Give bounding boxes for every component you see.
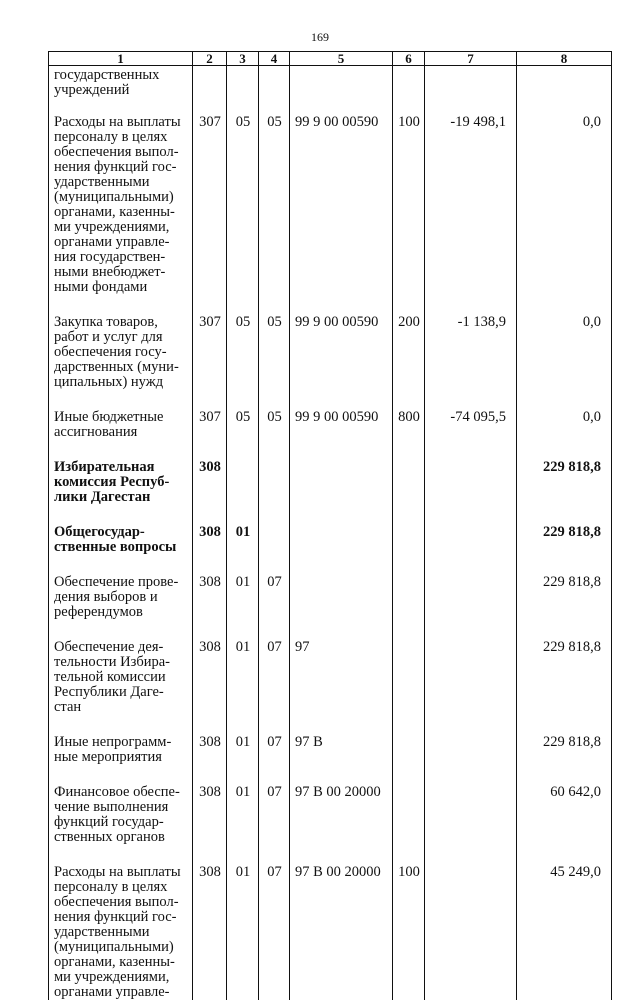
target-article-code (290, 575, 393, 640)
row-name: Расходы на выплаты персоналу в целях обеспечения выпол-нения функций гос-ударственными (муниципальными) органами, казенны-ми учреждениями, органами управле-ния государствен-ными внебюджет-ными фондами (49, 115, 193, 315)
amount-change: -74 095,5 (425, 410, 517, 460)
subsection-code (259, 525, 290, 575)
column-header-4: 4 (259, 52, 290, 66)
ministry-code: 308 (193, 525, 227, 575)
expense-type-code (393, 575, 425, 640)
ministry-code: 308 (193, 460, 227, 525)
row-name: Расходы на выплаты персоналу в целях обеспечения выпол-нения функций гос-ударственными (муниципальными) органами, казенны-ми учреждениями, органами управле- (49, 865, 193, 1000)
ministry-code: 307 (193, 410, 227, 460)
ministry-code: 307 (193, 115, 227, 315)
subsection-code: 05 (259, 315, 290, 410)
expense-type-code: 800 (393, 410, 425, 460)
section-code: 01 (227, 640, 259, 735)
amount-total: 0,0 (517, 115, 612, 315)
section-code: 01 (227, 785, 259, 865)
amount-change (425, 460, 517, 525)
table-row (49, 640, 612, 735)
amount-total: 229 818,8 (517, 460, 612, 525)
row-name: государственных учреждений (49, 66, 193, 116)
expense-type-code: 100 (393, 115, 425, 315)
table-row (49, 735, 612, 785)
amount-change (425, 66, 517, 116)
table-row (49, 315, 612, 410)
amount-total: 0,0 (517, 315, 612, 410)
row-name: Иные непрограмм-ные мероприятия (49, 735, 193, 785)
amount-change (425, 785, 517, 865)
amount-total: 229 818,8 (517, 640, 612, 735)
table-header-row (49, 52, 612, 66)
amount-total: 45 249,0 (517, 865, 612, 1000)
table-row (49, 785, 612, 865)
column-header-8: 8 (517, 52, 612, 66)
ministry-code (193, 66, 227, 116)
ministry-code: 308 (193, 735, 227, 785)
amount-change (425, 865, 517, 1000)
target-article-code: 97 В (290, 735, 393, 785)
amount-total: 229 818,8 (517, 735, 612, 785)
subsection-code (259, 460, 290, 525)
section-code: 05 (227, 315, 259, 410)
amount-total (517, 66, 612, 116)
amount-total: 60 642,0 (517, 785, 612, 865)
amount-change (425, 735, 517, 785)
target-article-code (290, 460, 393, 525)
section-code (227, 66, 259, 116)
table-row (49, 66, 612, 116)
column-header-2: 2 (193, 52, 227, 66)
target-article-code (290, 66, 393, 116)
column-header-5: 5 (290, 52, 393, 66)
ministry-code: 307 (193, 315, 227, 410)
column-header-1: 1 (49, 52, 193, 66)
row-name: Обеспечение прове-дения выборов и референдумов (49, 575, 193, 640)
table-row (49, 525, 612, 575)
table-row (49, 865, 612, 1000)
row-name: Финансовое обеспе-чение выполнения функций государ-ственных органов (49, 785, 193, 865)
subsection-code (259, 66, 290, 116)
column-header-3: 3 (227, 52, 259, 66)
expense-type-code: 100 (393, 865, 425, 1000)
expense-type-code (393, 460, 425, 525)
budget-table (48, 51, 612, 1000)
section-code: 05 (227, 410, 259, 460)
section-code: 01 (227, 525, 259, 575)
section-code: 05 (227, 115, 259, 315)
amount-total: 229 818,8 (517, 525, 612, 575)
target-article-code: 97 (290, 640, 393, 735)
expense-type-code (393, 785, 425, 865)
section-code (227, 460, 259, 525)
column-header-7: 7 (425, 52, 517, 66)
table-row (49, 575, 612, 640)
amount-change (425, 640, 517, 735)
section-code: 01 (227, 865, 259, 1000)
subsection-code: 07 (259, 575, 290, 640)
target-article-code: 99 9 00 00590 (290, 315, 393, 410)
column-header-6: 6 (393, 52, 425, 66)
ministry-code: 308 (193, 865, 227, 1000)
subsection-code: 05 (259, 115, 290, 315)
expense-type-code (393, 66, 425, 116)
amount-total: 0,0 (517, 410, 612, 460)
amount-change (425, 525, 517, 575)
ministry-code: 308 (193, 575, 227, 640)
amount-change: -19 498,1 (425, 115, 517, 315)
section-code: 01 (227, 735, 259, 785)
target-article-code: 97 В 00 20000 (290, 865, 393, 1000)
ministry-code: 308 (193, 785, 227, 865)
expense-type-code (393, 735, 425, 785)
ministry-code: 308 (193, 640, 227, 735)
subsection-code: 05 (259, 410, 290, 460)
subsection-code: 07 (259, 785, 290, 865)
subsection-code: 07 (259, 640, 290, 735)
amount-change (425, 575, 517, 640)
row-name: Закупка товаров, работ и услуг для обеспечения госу-дарственных (муни-ципальных) нужд (49, 315, 193, 410)
subsection-code: 07 (259, 735, 290, 785)
target-article-code: 99 9 00 00590 (290, 410, 393, 460)
amount-change: -1 138,9 (425, 315, 517, 410)
expense-type-code: 200 (393, 315, 425, 410)
subsection-code: 07 (259, 865, 290, 1000)
section-code: 01 (227, 575, 259, 640)
table-row (49, 460, 612, 525)
target-article-code: 97 В 00 20000 (290, 785, 393, 865)
row-name: Иные бюджетные ассигнования (49, 410, 193, 460)
row-name: Обеспечение дея-тельности Избира-тельной комиссии Республики Даге-стан (49, 640, 193, 735)
target-article-code: 99 9 00 00590 (290, 115, 393, 315)
expense-type-code (393, 525, 425, 575)
amount-total: 229 818,8 (517, 575, 612, 640)
expense-type-code (393, 640, 425, 735)
table-row (49, 410, 612, 460)
table-row (49, 115, 612, 315)
row-name: Общегосудар-ственные вопросы (49, 525, 193, 575)
target-article-code (290, 525, 393, 575)
row-name: Избирательная комиссия Респуб-лики Дагестан (49, 460, 193, 525)
page-number: 169 (311, 30, 329, 44)
